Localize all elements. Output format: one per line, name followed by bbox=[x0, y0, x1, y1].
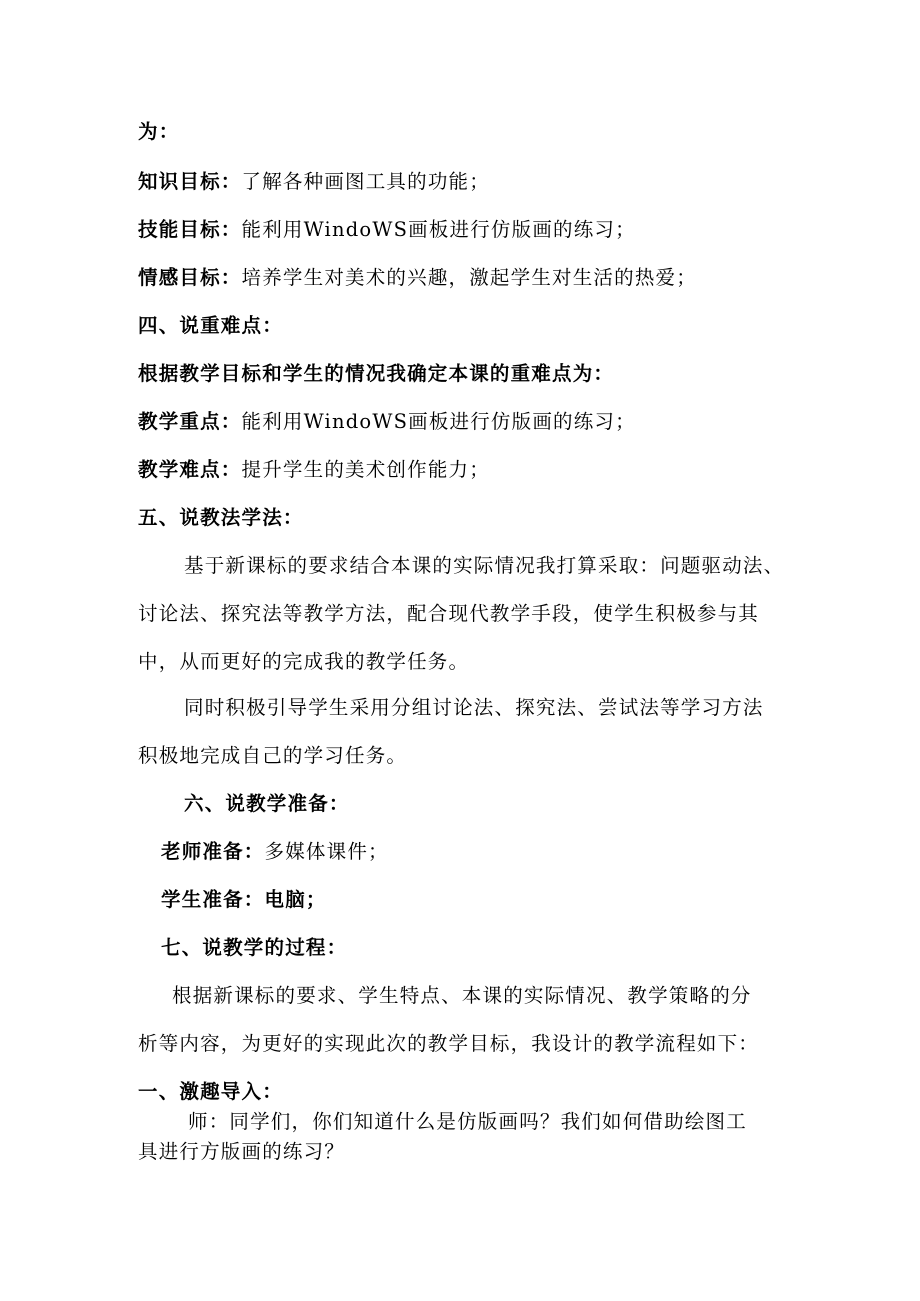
teaching-difficulty-label: 教学难点： bbox=[138, 458, 242, 481]
section-4-intro: 根据教学目标和学生的情况我确定本课的重难点为： bbox=[138, 362, 615, 385]
section-5-para1-line1: 基于新课标的要求结合本课的实际情况我打算采取：问题驱动法、 bbox=[184, 554, 785, 577]
emotion-goal bbox=[138, 266, 697, 290]
teaching-difficulty bbox=[138, 458, 490, 482]
continuation-text: 为： bbox=[138, 120, 180, 143]
teacher-prep-label: 老师准备： bbox=[161, 840, 265, 863]
section-7-para-line2: 析等内容，为更好的实现此次的教学目标，我设计的教学流程如下： bbox=[138, 1032, 760, 1055]
section-5-para1-line2: 讨论法、探究法等教学方法，配合现代教学手段，使学生积极参与其 bbox=[138, 602, 760, 625]
section-4-heading: 四、说重难点： bbox=[138, 314, 283, 337]
section-7-heading: 七、说教学的过程： bbox=[161, 936, 348, 959]
emotion-goal-label: 情感目标： bbox=[138, 266, 242, 289]
teaching-difficulty-text: 提升学生的美术创作能力； bbox=[241, 458, 490, 481]
student-prep-label: 学生准备： bbox=[161, 888, 265, 911]
knowledge-goal bbox=[138, 170, 490, 194]
student-prep-text: 电脑； bbox=[264, 888, 327, 911]
skill-goal bbox=[138, 218, 636, 242]
skill-goal-text: 能利用WindoWS画板进行仿版画的练习； bbox=[241, 218, 636, 241]
student-prep bbox=[161, 888, 327, 912]
knowledge-goal-label: 知识目标： bbox=[138, 170, 242, 193]
section-7-para-line1: 根据新课标的要求、学生特点、本课的实际情况、教学策略的分 bbox=[172, 984, 752, 1007]
teacher-prep-text: 多媒体课件； bbox=[264, 840, 389, 863]
step-1-heading: 一、激趣导入： bbox=[138, 1080, 283, 1103]
step-1-line2: 具进行方版画的练习？ bbox=[138, 1140, 346, 1163]
skill-goal-label: 技能目标： bbox=[138, 218, 242, 241]
step-1-line1: 师：同学们，你们知道什么是仿版画吗？我们如何借助绘图工 bbox=[188, 1110, 747, 1133]
section-5-heading: 五、说教法学法： bbox=[138, 506, 304, 529]
knowledge-goal-text: 了解各种画图工具的功能； bbox=[241, 170, 490, 193]
section-6-heading: 六、说教学准备： bbox=[184, 792, 350, 815]
teaching-key-point bbox=[138, 410, 636, 434]
teaching-key-label: 教学重点： bbox=[138, 410, 242, 433]
teaching-key-text: 能利用WindoWS画板进行仿版画的练习； bbox=[241, 410, 636, 433]
section-5-para2-line2: 积极地完成自己的学习任务。 bbox=[138, 744, 408, 767]
emotion-goal-text: 培养学生对美术的兴趣，激起学生对生活的热爱； bbox=[241, 266, 697, 289]
section-5-para1-line3: 中，从而更好的完成我的教学任务。 bbox=[138, 650, 470, 673]
section-5-para2-line1: 同时积极引导学生采用分组讨论法、探究法、尝试法等学习方法 bbox=[184, 696, 764, 719]
teacher-prep bbox=[161, 840, 389, 864]
